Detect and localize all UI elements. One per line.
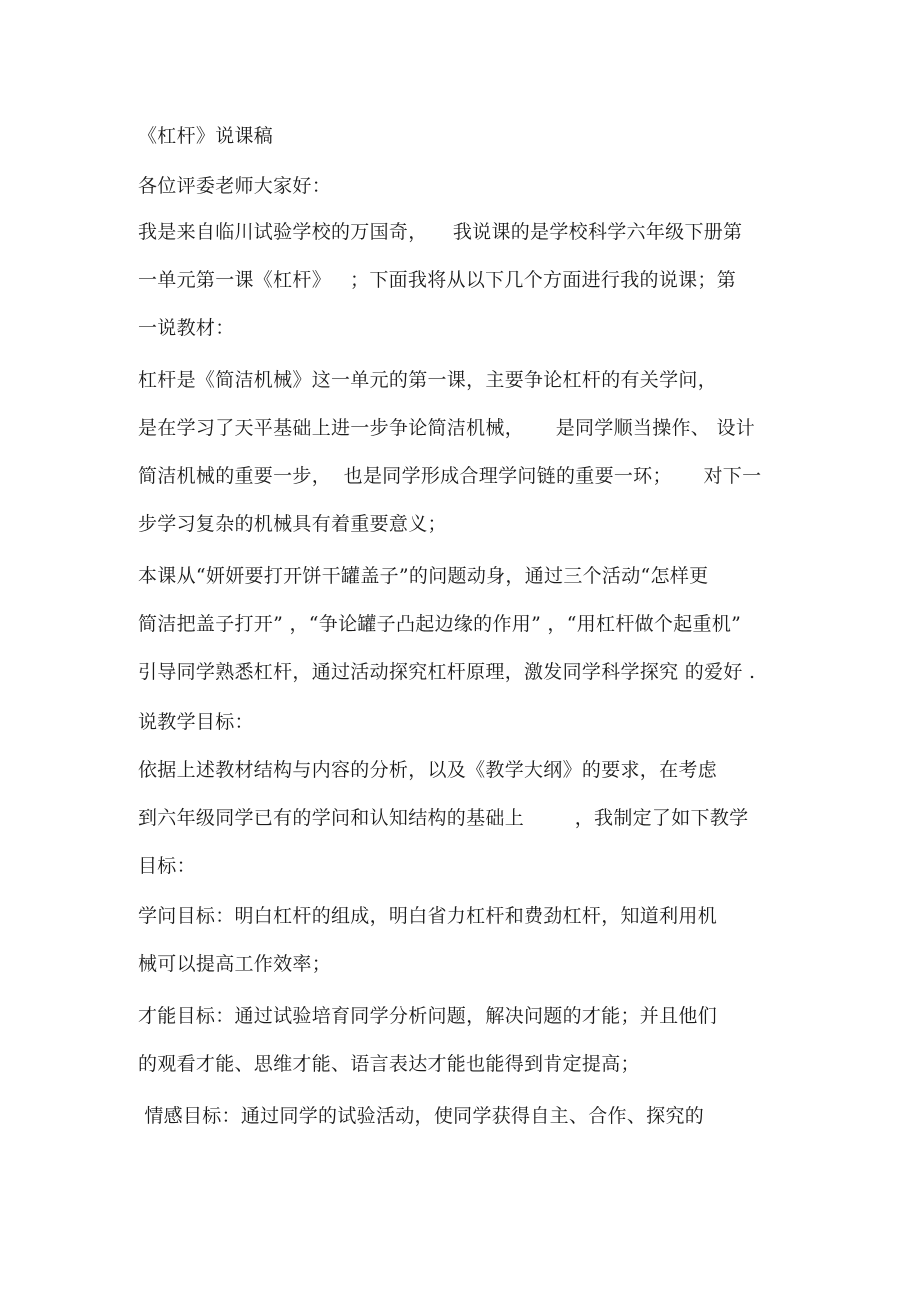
text-line: 依据上述教材结构与内容的分析，以及《教学大纲》的要求，在考虑 [138, 759, 718, 781]
text-line: 杠杆是《简洁机械》这一单元的第一课，主要争论杠杆的有关学问， [138, 369, 718, 391]
text-line: 我是来自临川试验学校的万国奇， 我说课的是学校科学六年级下册第 [138, 221, 743, 243]
text-line: 步学习复杂的机械具有着重要意义； [138, 513, 447, 535]
section-heading-objectives: 说教学目标： [138, 711, 254, 733]
text-line: 的观看才能、思维才能、语言表达才能也能得到肯定提高； [138, 1053, 640, 1075]
text-line: 到六年级同学已有的学问和认知结构的基础上 ，我制定了如下教学 [138, 807, 749, 829]
text-line-emotion-goal: 情感目标：通过同学的试验活动，使同学获得自主、合作、探究的 [138, 1105, 705, 1127]
text-line: 一单元第一课《杠杆》 ；下面我将从以下几个方面进行我的说课；第 [138, 269, 737, 291]
text-line: 简洁机械的重要一步， 也是同学形成合理学问链的重要一环； 对下一 [138, 465, 762, 487]
text-line: 械可以提高工作效率； [138, 953, 332, 975]
text-line-ability-goal: 才能目标：通过试验培育同学分析问题，解决问题的才能；并且他们 [138, 1005, 718, 1027]
text-line: 目标： [138, 855, 196, 877]
text-line: 是在学习了天平基础上进一步争论简洁机械， 是同学顺当操作、 设计 [138, 417, 756, 439]
document-title: 《杠杆》说课稿 [138, 125, 274, 147]
text-line: 引导同学熟悉杠杆，通过活动探究杠杆原理，激发同学科学探究 的爱好 . [138, 661, 756, 683]
section-heading-textbook: 一说教材： [138, 317, 235, 339]
text-line: 简洁把盖子打开” ，“争论罐子凸起边缘的作用” ，“用杠杆做个起重机” [138, 613, 742, 635]
text-line-greeting: 各位评委老师大家好： [138, 175, 332, 197]
text-line: 本课从“妍妍要打开饼干罐盖子”的问题动身，通过三个活动“怎样更 [138, 565, 709, 587]
text-line-knowledge-goal: 学问目标：明白杠杆的组成，明白省力杠杆和费劲杠杆，知道利用机 [138, 905, 718, 927]
